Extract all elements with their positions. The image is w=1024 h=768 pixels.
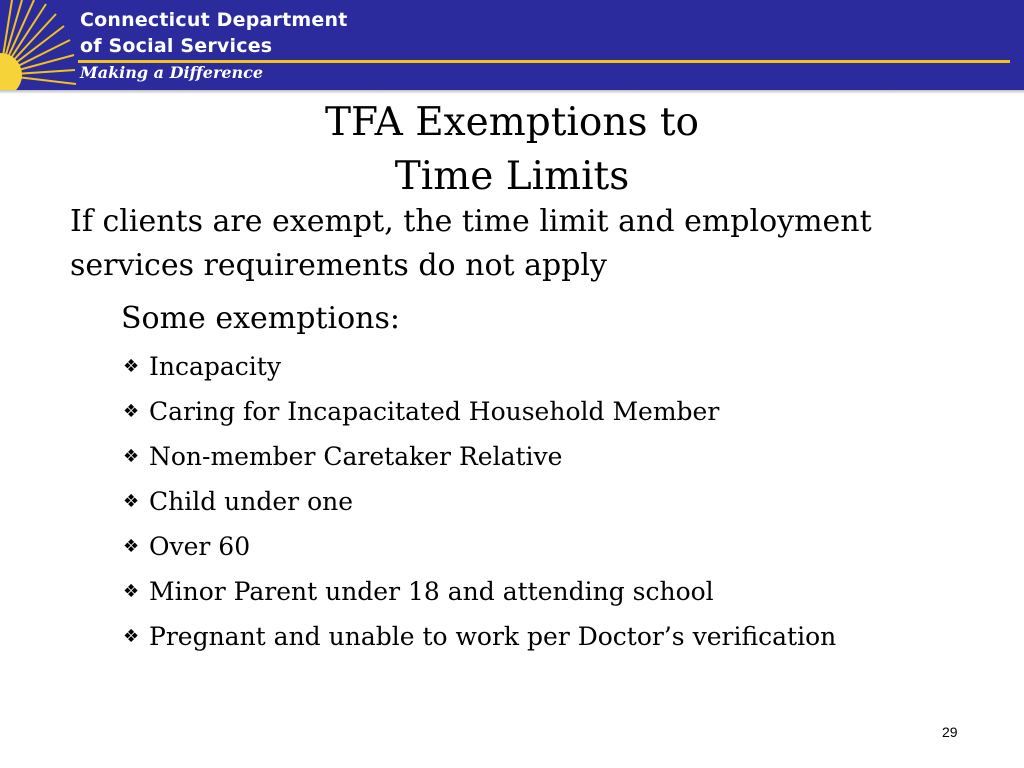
title-line-2: Time Limits	[394, 154, 630, 199]
exemptions-list	[123, 344, 836, 659]
tagline: Making a Difference	[80, 63, 264, 82]
list-item-text: Pregnant and unable to work per Doctor’s verification	[149, 622, 837, 651]
list-item	[123, 389, 836, 434]
list-item-text: Caring for Incapacitated Household Member	[149, 397, 720, 426]
list-item	[123, 434, 836, 479]
list-item	[123, 569, 836, 614]
page-number: 29	[942, 724, 958, 740]
org-name-line2: of Social Services	[80, 35, 273, 57]
diamond-bullet-icon: ❖	[123, 356, 140, 377]
list-item-text: Over 60	[149, 532, 251, 561]
list-item	[123, 614, 836, 659]
diamond-bullet-icon: ❖	[123, 446, 140, 467]
diamond-bullet-icon: ❖	[123, 581, 140, 602]
list-item	[123, 479, 836, 524]
list-item-text: Minor Parent under 18 and attending school	[149, 577, 714, 606]
diamond-bullet-icon: ❖	[123, 401, 140, 422]
intro-text: If clients are exempt, the time limit and employment services requirements do not apply	[70, 204, 872, 283]
exemptions-subhead: Some exemptions:	[121, 301, 400, 336]
header-banner	[0, 0, 1024, 90]
slide-title	[0, 96, 1024, 204]
diamond-bullet-icon: ❖	[123, 536, 140, 557]
list-item	[123, 344, 836, 389]
title-line-1: TFA Exemptions to	[324, 100, 700, 145]
list-item-text: Non-member Caretaker Relative	[149, 442, 563, 471]
diamond-bullet-icon: ❖	[123, 626, 140, 647]
list-item-text: Child under one	[149, 487, 354, 516]
list-item-text: Incapacity	[149, 352, 281, 381]
diamond-bullet-icon: ❖	[123, 491, 140, 512]
banner-shadow	[0, 90, 1024, 94]
list-item	[123, 524, 836, 569]
sunburst-logo-icon	[0, 0, 80, 90]
org-name-line1: Connecticut Department	[80, 9, 348, 31]
